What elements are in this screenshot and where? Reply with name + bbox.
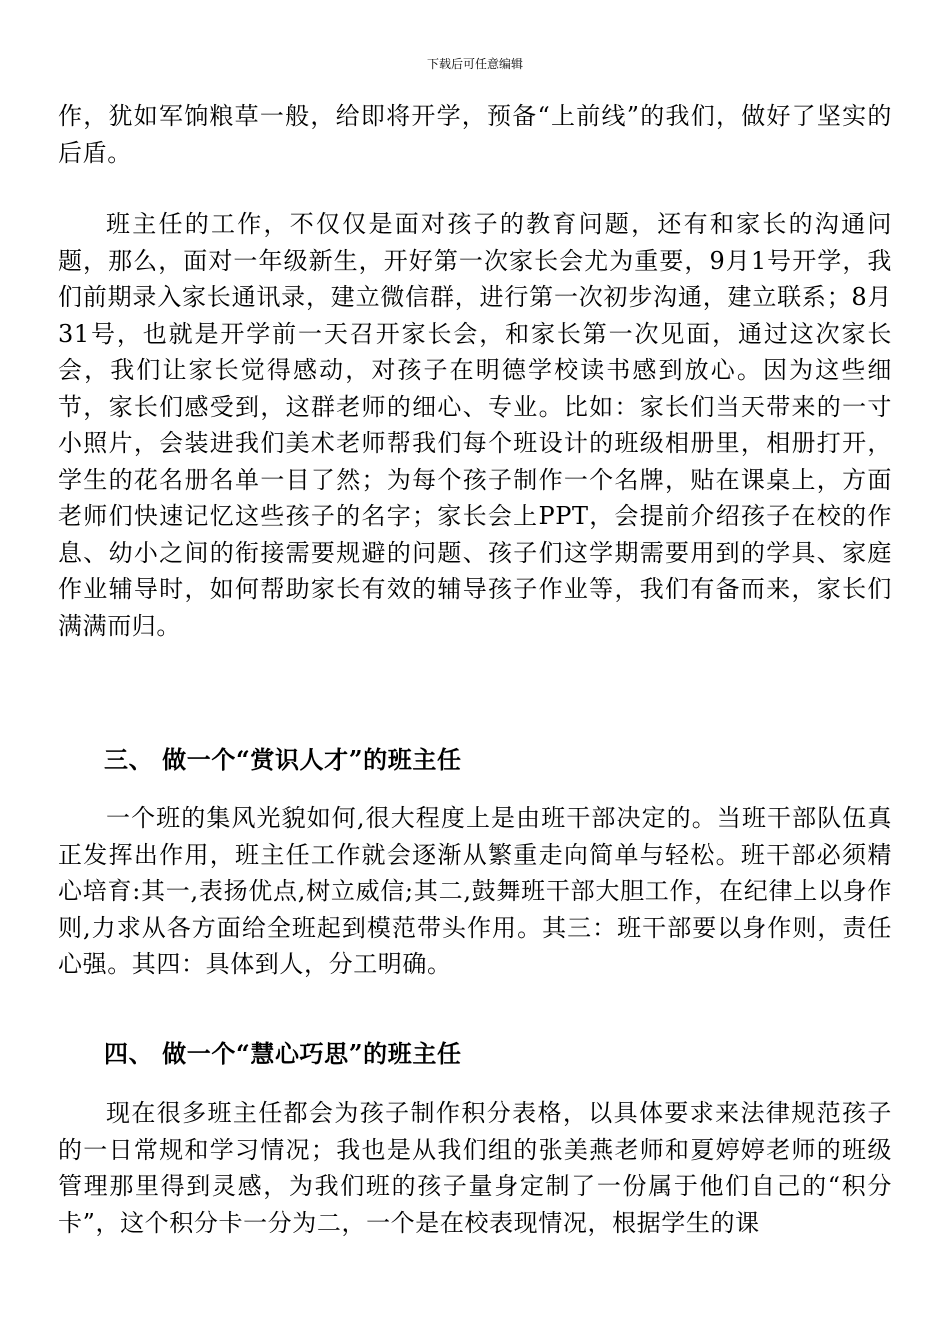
page-header: 下载后可任意编辑	[426, 57, 523, 71]
section-heading-4: 四、 做一个“慧心巧思”的班主任	[104, 1039, 462, 1068]
paragraph-class-cadres: 一个班的集风光貌如何,很大程度上是由班干部决定的。当班干部队伍真正发挥出作用，班主任工作就会逐渐从繁重走向简单与轻松。班干部必须精心培育:其一,表扬优点,树立威信;其二,鼓舞班干部大胆工作，在纪律上以身作则,力求从各方面给全班起到模范带头作用。其三：班干部要以身作则，责任心强。其四：具体到人，分工明确。	[58, 804, 892, 978]
paragraph-continued: 作，犹如军饷粮草一般，给即将开学，预备“上前线”的我们，做好了坚实的后盾。	[58, 102, 892, 167]
paragraph-parent-meeting: 班主任的工作，不仅仅是面对孩子的教育问题，还有和家长的沟通问题，那么，面对一年级新生，开好第一次家长会尤为重要，9月1号开学，我们前期录入家长通讯录，建立微信群，进行第一次初步沟通，建立联系；8月31号，也就是开学前一天召开家长会，和家长第一次见面，通过这次家长会，我们让家长觉得感动，对孩子在明德学校读书感到放心。因为这些细节，家长们感受到，这群老师的细心、专业。比如：家长们当天带来的一寸小照片，会装进我们美术老师帮我们每个班设计的班级相册里，相册打开，学生的花名册名单一目了然；为每个孩子制作一个名牌，贴在课桌上，方面老师们快速记忆这些孩子的名字；家长会上PPT，会提前介绍孩子在校的作息、幼小之间的衔接需要规避的问题、孩子们这学期需要用到的学具、家庭作业辅导时，如何帮助家长有效的辅导孩子作业等，我们有备而来，家长们满满而归。	[58, 210, 892, 640]
section-heading-3: 三、 做一个“赏识人才”的班主任	[104, 745, 462, 774]
paragraph-points-card: 现在很多班主任都会为孩子制作积分表格，以具体要求来法律规范孩子的一日常规和学习情况；我也是从我们组的张美燕老师和夏婷婷老师的班级管理那里得到灵感，为我们班的孩子量身定制了一份属于他们自己的“积分卡”，这个积分卡一分为二，一个是在校表现情况，根据学生的课	[58, 1099, 892, 1237]
